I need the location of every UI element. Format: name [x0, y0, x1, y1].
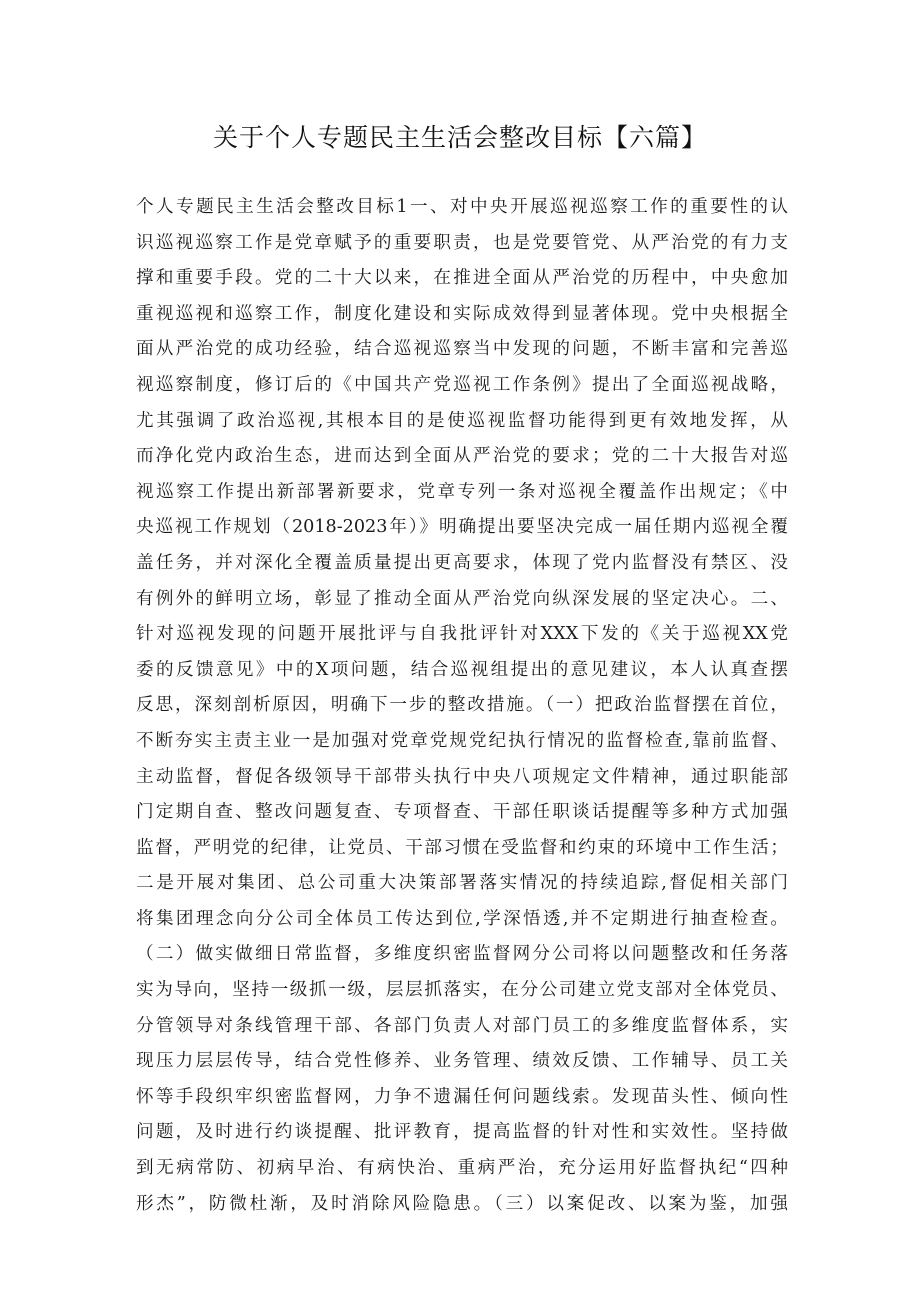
text-line: 盖任务，并对深化全覆盖质量提出更高要求，体现了党内监督没有禁区、没	[136, 552, 788, 573]
text-line: 将集团理念向分公司全体员工传达到位,学深悟透,并不定期进行抽查检查。	[136, 908, 788, 929]
text-line: 到无病常防、初病早治、有病快治、重病严治，充分运用好监督执纪“四种	[136, 1158, 788, 1179]
text-line: 个人专题民主生活会整改目标1一、对中央开展巡视巡察工作的重要性的认	[136, 197, 788, 217]
text-line: 而净化党内政治生态，进而达到全面从严治党的要求；党的二十大报告对巡	[136, 446, 788, 467]
text-line: 门定期自查、整改问题复查、专项督查、干部任职谈话提醒等多种方式加强	[136, 802, 788, 823]
text-line: 怀等手段织牢织密监督网，力争不遗漏任何问题线索。发现苗头性、倾向性	[136, 1086, 788, 1107]
text-line: 不断夯实主责主业一是加强对党章党规党纪执行情况的监督检查,靠前监督、	[136, 730, 788, 751]
text-line: 视巡察制度，修订后的《中国共产党巡视工作条例》提出了全面巡视战略，	[136, 374, 788, 395]
text-line: 面从严治党的成功经验，结合巡视巡察当中发现的问题，不断丰富和完善巡	[136, 339, 788, 360]
text-line: 现压力层层传导，结合党性修养、业务管理、绩效反馈、工作辅导、员工关	[136, 1051, 788, 1072]
text-line: 央巡视工作规划（2018-2023年）》明确提出要坚决完成一届任期内巡视全覆	[136, 517, 788, 538]
text-line: 反思，深刻剖析原因，明确下一步的整改措施。（一）把政治监督摆在首位，	[136, 695, 788, 716]
text-line: 形杰”，防微杜渐，及时消除风险隐患。（三）以案促改、以案为鉴，加强	[136, 1193, 788, 1214]
text-line: （二）做实做细日常监督，多维度织密监督网分公司将以问题整改和任务落	[136, 944, 788, 965]
text-line: 二是开展对集团、总公司重大决策部署落实情况的持续追踪,督促相关部门	[136, 873, 788, 894]
text-line: 视巡察工作提出新部署新要求，党章专列一条对巡视全覆盖作出规定；《中	[136, 481, 788, 502]
document-title: 关于个人专题民主生活会整改目标【六篇】	[212, 123, 707, 152]
text-line: 分管领导对条线管理干部、各部门负责人对部门员工的多维度监督体系，实	[136, 1015, 788, 1036]
text-line: 重视巡视和巡察工作，制度化建设和实际成效得到显著体现。党中央根据全	[136, 303, 788, 324]
text-line: 问题，及时进行约谈提醒、批评教育，提高监督的针对性和实效性。坚持做	[136, 1122, 788, 1143]
text-line: 委的反馈意见》中的X项问题，结合巡视组提出的意见建议，本人认真查摆	[136, 659, 788, 680]
text-line: 尤其强调了政治巡视,其根本目的是使巡视监督功能得到更有效地发挥，从	[136, 410, 788, 431]
text-line: 识巡视巡察工作是党章赋予的重要职责，也是党要管党、从严治党的有力支	[136, 232, 788, 253]
text-line: 针对巡视发现的问题开展批评与自我批评针对XXX下发的《关于巡视XX党	[136, 624, 788, 645]
text-line: 有例外的鲜明立场，彰显了推动全面从严治党向纵深发展的坚定决心。二、	[136, 588, 788, 609]
text-line: 实为导向，坚持一级抓一级，层层抓落实，在分公司建立党支部对全体党员、	[136, 980, 788, 1001]
document-body	[136, 190, 788, 1222]
text-line: 监督，严明党的纪律，让党员、干部习惯在受监督和约束的环境中工作生活；	[136, 837, 788, 858]
text-line: 撑和重要手段。党的二十大以来，在推进全面从严治党的历程中，中央愈加	[136, 268, 788, 289]
text-line: 主动监督，督促各级领导干部带头执行中央八项规定文件精神，通过职能部	[136, 766, 788, 787]
